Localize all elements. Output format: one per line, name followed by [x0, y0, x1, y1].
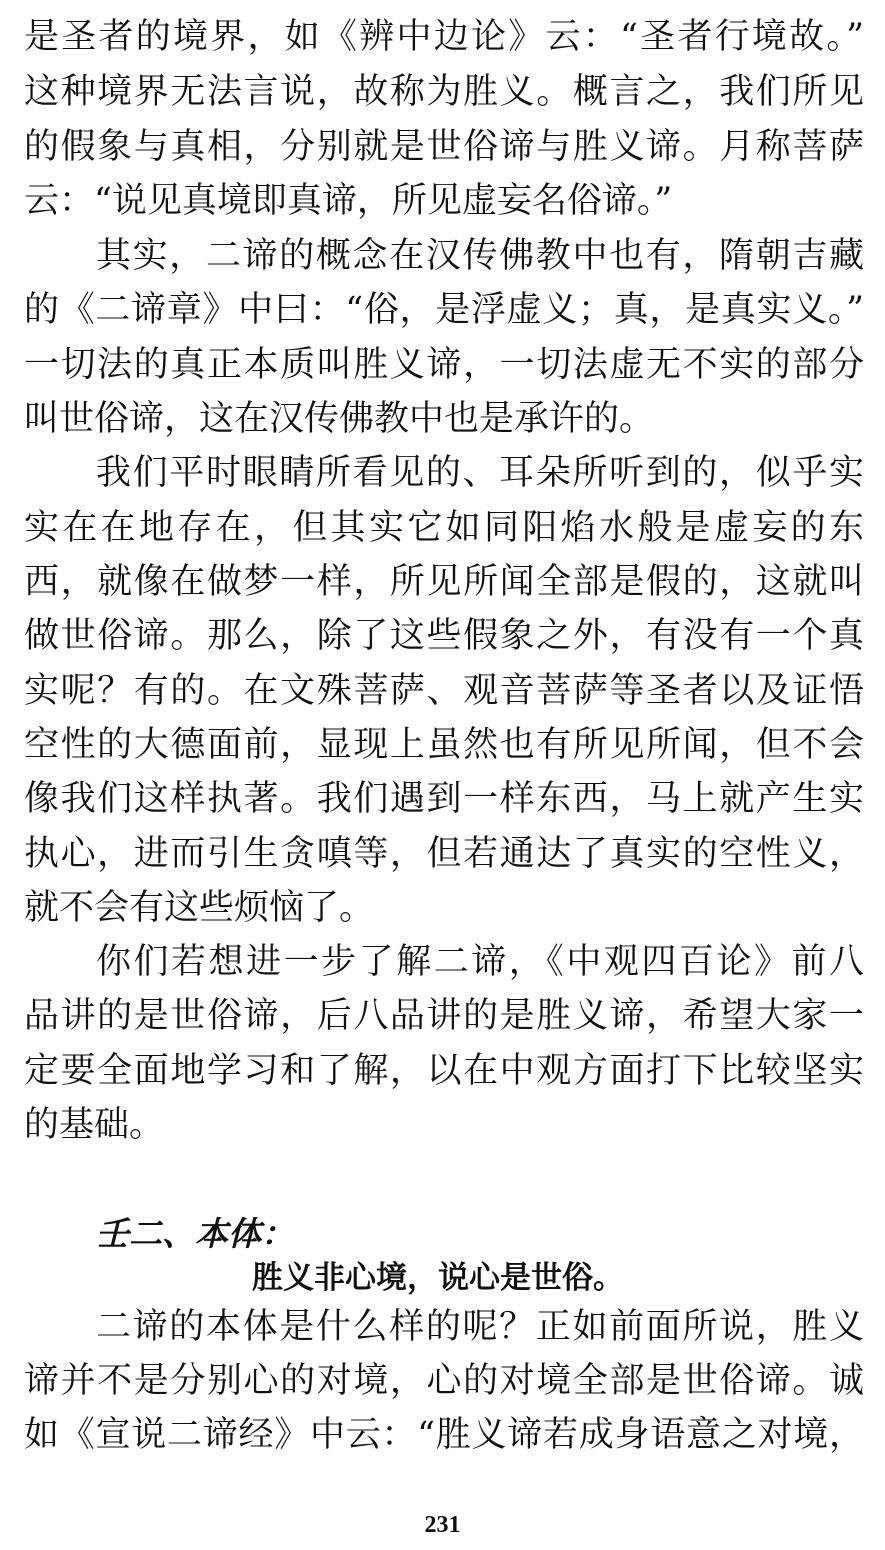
- text-line: 我们平时眼睛所看见的、耳朵所听到的，似乎实: [96, 453, 864, 493]
- text-line: 实呢？有的。在文殊菩萨、观音菩萨等圣者以及证悟: [24, 671, 864, 711]
- text-line: 的假象与真相，分别就是世俗谛与胜义谛。月称菩萨: [24, 127, 864, 167]
- verse-text: 胜义非心境，说心是世俗。: [252, 1260, 624, 1296]
- text-line: 就不会有这些烦恼了。: [24, 888, 375, 928]
- text-line: 叫世俗谛，这在汉传佛教中也是承许的。: [24, 399, 655, 439]
- text-line: 的《二谛章》中曰：“俗，是浮虚义；真，是真实义。”: [24, 290, 864, 330]
- text-line: 西，就像在做梦一样，所见所闻全部是假的，这就叫: [24, 562, 864, 602]
- section-heading: 壬二、本体：: [96, 1214, 294, 1253]
- text-line: 空性的大德面前，显现上虽然也有所见所闻，但不会: [24, 725, 864, 765]
- text-line: 实在在地存在，但其实它如同阳焰水般是虚妄的东: [24, 508, 864, 548]
- text-line: 像我们这样执著。我们遇到一样东西，马上就产生实: [24, 779, 864, 819]
- text-line: 定要全面地学习和了解，以在中观方面打下比较坚实: [24, 1051, 864, 1091]
- text-line: 做世俗谛。那么，除了这些假象之外，有没有一个真: [24, 616, 864, 656]
- text-line: 执心，进而引生贪嗔等，但若通达了真实的空性义，: [24, 834, 864, 874]
- text-line: 云：“说见真境即真谛，所见虚妄名俗谛。”: [24, 181, 673, 221]
- page-number: 231: [424, 1512, 461, 1538]
- text-line: 如《宣说二谛经》中云：“胜义谛若成身语意之对境，: [24, 1415, 864, 1455]
- text-line: 其实，二谛的概念在汉传佛教中也有，隋朝吉藏: [96, 236, 864, 276]
- text-line: 谛并不是分别心的对境，心的对境全部是世俗谛。诚: [24, 1361, 864, 1401]
- text-line: 品讲的是世俗谛，后八品讲的是胜义谛，希望大家一: [24, 996, 864, 1036]
- text-line: 是圣者的境界，如《辨中边论》云：“圣者行境故。”: [24, 17, 864, 57]
- text-line: 的基础。: [24, 1105, 165, 1145]
- text-line: 一切法的真正本质叫胜义谛，一切法虚无不实的部分: [24, 345, 864, 385]
- text-line: 你们若想进一步了解二谛，《中观四百论》前八: [96, 942, 864, 982]
- text-line: 这种境界无法言说，故称为胜义。概言之，我们所见: [24, 72, 864, 112]
- text-line: 二谛的本体是什么样的呢？正如前面所说，胜义: [96, 1307, 864, 1347]
